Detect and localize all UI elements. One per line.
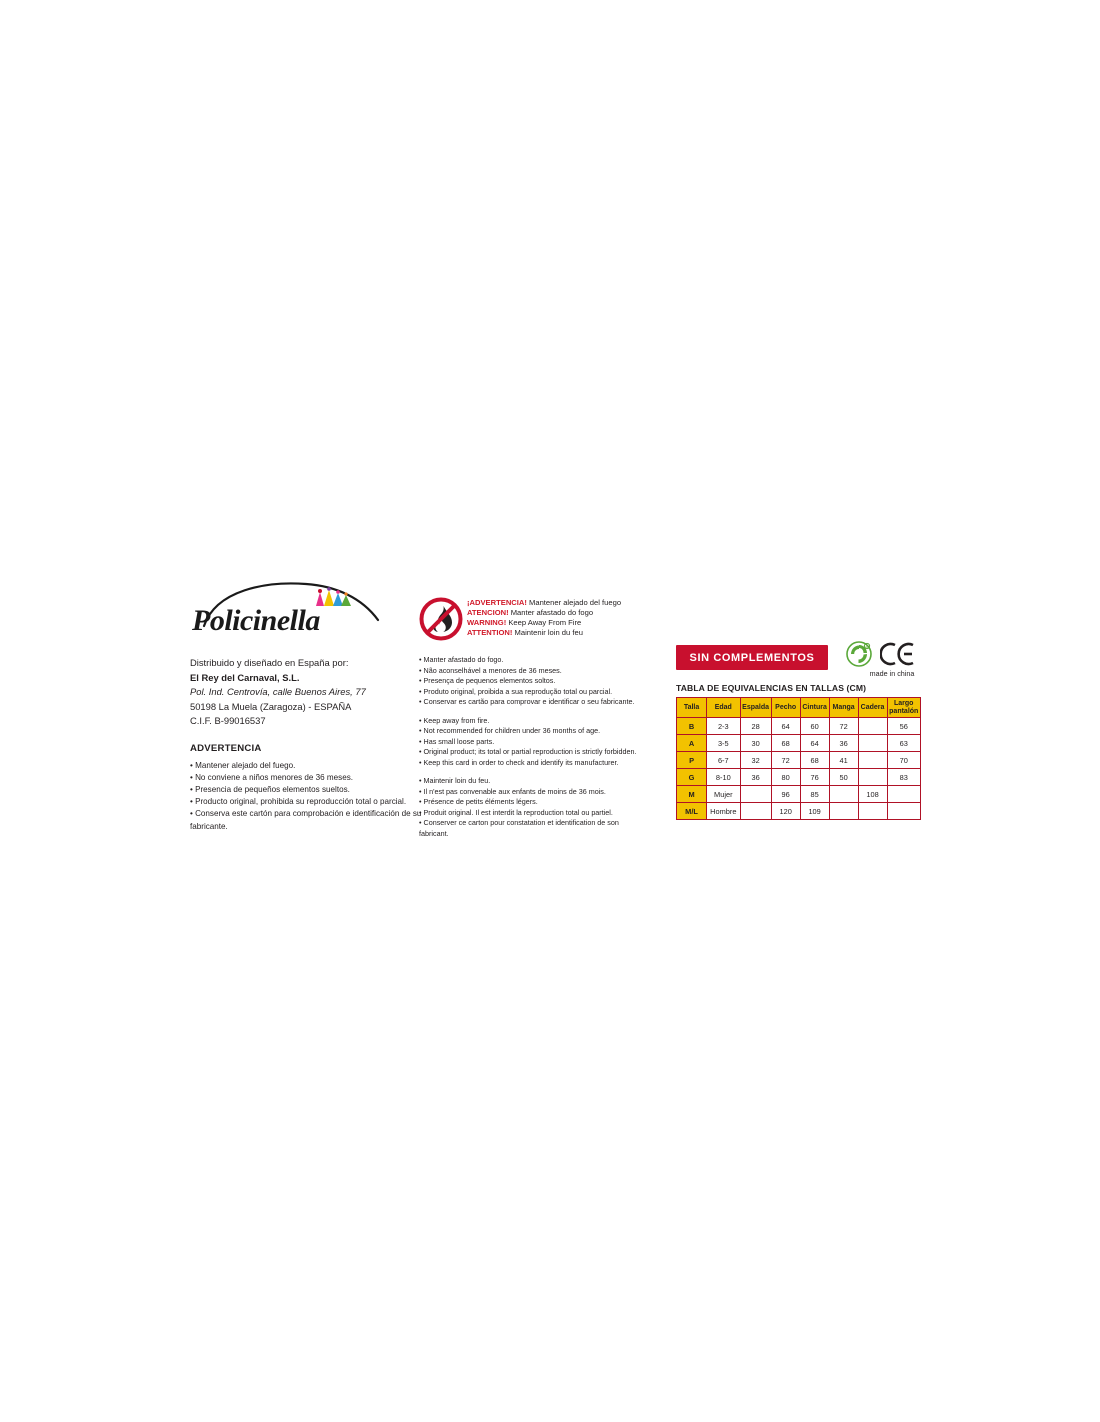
bullet: • Presencia de pequeños elementos sueltos. [190,785,350,795]
table-row [677,803,921,820]
cell-sleeve: 72 [829,718,858,735]
fire-warning-lines [467,598,621,638]
bullet: • Mantener alejado del fuego. [190,760,296,770]
column-header: Pecho [771,698,800,718]
no-fire-icon [419,597,463,641]
warning-bullets-fr [419,776,649,839]
cell-chest: 96 [771,786,800,803]
cell-waist: 76 [800,769,829,786]
cell-hip [858,735,887,752]
column-header: Espalda [740,698,771,718]
cell-age: Hombre [707,803,740,820]
column-header: Talla [677,698,707,718]
cell-back [740,803,771,820]
cell-size: A [677,735,707,752]
table-row [677,752,921,769]
cell-trouser-length [887,786,921,803]
fire-warning-text: Mantener alejado del fuego [526,598,622,607]
size-table-caption: TABLA DE EQUIVALENCIAS EN TALLAS (CM) [676,683,867,693]
cell-hip [858,718,887,735]
cell-size: G [677,769,707,786]
distributor-company: El Rey del Carnaval, S.L. [190,671,300,683]
distributor-address-line-1: Pol. Ind. Centrovía, calle Buenos Aires, 77 [190,686,366,698]
green-dot-icon [846,641,872,667]
bullet: • Não aconselhável a menores de 36 meses. [419,665,562,675]
ce-mark-icon [880,641,916,667]
cell-sleeve [829,803,858,820]
distributor-address-line-2: 50198 La Muela (Zaragoza) - ESPAÑA [190,700,352,712]
cell-size: M/L [677,803,707,820]
cell-waist: 68 [800,752,829,769]
table-row [677,735,921,752]
column-header: Cintura [800,698,829,718]
cell-sleeve: 36 [829,735,858,752]
bullet: • Not recommended for children under 36 months of age. [419,726,601,736]
table-header-row [677,698,921,718]
bullet: • Keep this card in order to check and identify its manufacturer. [419,757,619,767]
cell-back: 32 [740,752,771,769]
size-chart-block [676,645,936,820]
cell-age: Mujer [707,786,740,803]
cell-chest: 80 [771,769,800,786]
cell-trouser-length: 83 [887,769,921,786]
column-header: Largo pantalón [887,698,921,718]
distributor-cif: C.I.F. B-99016537 [190,715,266,727]
warning-bullets-en [419,716,649,769]
brand-logo [192,580,392,650]
cell-waist: 85 [800,786,829,803]
fire-warning-text: Keep Away From Fire [506,618,582,628]
cell-sleeve: 41 [829,752,858,769]
brand-and-distributor-block [190,580,435,833]
cell-hip: 108 [858,786,887,803]
fire-warning-line [467,618,621,628]
bullet: • Producto original, prohibida su reproducción total o parcial. [190,797,407,807]
bullet: • Original product; its total or partial reproduction is strictly forbidden. [419,747,637,757]
fire-warning-label: ATTENTION! [467,628,513,638]
cell-waist: 64 [800,735,829,752]
cell-size: B [677,718,707,735]
fire-warning-label: ¡ADVERTENCIA! [467,598,527,607]
bullet: • Produto original, proibida a sua reprodução total ou parcial. [419,686,613,696]
cell-sleeve: 50 [829,769,858,786]
bullet: • Maintenir loin du feu. [419,776,491,786]
cell-trouser-length: 63 [887,735,921,752]
status-badge: SIN COMPLEMENTOS [676,645,828,670]
cell-trouser-length: 70 [887,752,921,769]
cell-back: 30 [740,735,771,752]
cell-size: M [677,786,707,803]
bullet: • Il n'est pas convenable aux enfants de moins de 36 mois. [419,786,606,796]
cell-sleeve [829,786,858,803]
bullet: • Produit original. Il est interdit la reproduction total ou partiel. [419,807,613,817]
multilingual-warning-block [419,597,649,847]
fire-warning-label: ATENCION! [467,608,509,618]
distributor-intro: Distribuido y diseñado en España por: [190,657,349,668]
compliance-marks [846,641,938,683]
cell-waist: 109 [800,803,829,820]
cell-age: 8-10 [707,769,740,786]
cell-size: P [677,752,707,769]
cell-chest: 120 [771,803,800,820]
bullet: • Conservar es cartão para comprovar e identificar o seu fabricante. [419,697,635,707]
cell-waist: 60 [800,718,829,735]
bullet: • Présence de petits éléments légers. [419,797,538,807]
column-header: Manga [829,698,858,718]
warning-bullets-pt [419,655,649,708]
cell-age: 6-7 [707,752,740,769]
cell-age: 2-3 [707,718,740,735]
fire-warning-line [467,598,621,608]
cell-back [740,786,771,803]
bullet: • Keep away from fire. [419,715,490,725]
bullet: • Conserva este cartón para comprobación e identificación de su fabricante. [190,809,422,831]
cell-chest: 64 [771,718,800,735]
table-row [677,786,921,803]
bullet: • Presença de pequenos elementos soltos. [419,676,556,686]
cell-age: 3-5 [707,735,740,752]
warning-bullets-multilingual [419,655,649,839]
fire-warning-line [467,628,621,638]
cell-chest: 72 [771,752,800,769]
cell-back: 36 [740,769,771,786]
fire-warning-label: WARNING! [467,618,507,628]
cell-chest: 68 [771,735,800,752]
bullet: • Conserver ce carton pour constatation et identification de son fabricant. [419,818,619,838]
cell-trouser-length: 56 [887,718,921,735]
bullet: • Manter afastado do fogo. [419,655,504,664]
size-equivalence-table [676,697,921,820]
fire-warning-line [467,608,621,618]
brand-wordmark: Policinella [192,604,320,637]
bullet: • No conviene a niños menores de 36 meses. [190,773,354,783]
table-row [677,769,921,786]
cell-trouser-length [887,803,921,820]
column-header: Cadera [858,698,887,718]
fire-warning-text: Manter afastado do fogo [508,608,594,618]
badge-row [676,645,936,681]
warning-bullets-es [190,760,435,833]
cell-hip [858,769,887,786]
distributor-address [190,656,435,729]
cell-hip [858,752,887,769]
fire-warning-header [419,597,649,645]
svg-text:R: R [865,644,869,650]
cell-hip [858,803,887,820]
made-in-label: made in china [869,669,915,678]
bullet: • Has small loose parts. [419,736,495,746]
warning-title-es: ADVERTENCIA [190,742,262,754]
column-header: Edad [707,698,740,718]
cell-back: 28 [740,718,771,735]
table-row [677,718,921,735]
fire-warning-text: Maintenir loin du feu [512,628,583,638]
